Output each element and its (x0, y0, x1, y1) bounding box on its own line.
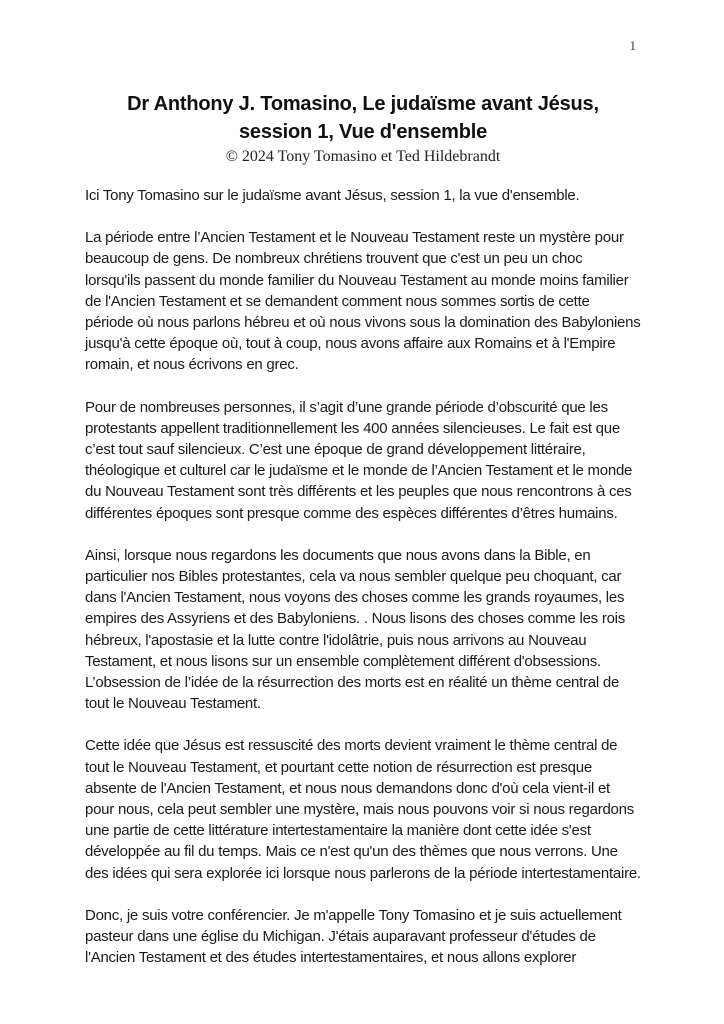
paragraph-bible-documents: Ainsi, lorsque nous regardons les documents que nous avons dans la Bible, en particulier nos Bibles protestantes, cela va nous sembler quelque peu choquant, car dans l'Ancien Testament, nous voyons des choses comme les grands royaumes, les empires des Assyriens et des Babyloniens. . Nous lisons des choses comme les rois hébreux, l'apostasie et la lutte contre l'idolâtrie, puis nous arrivons au Nouveau Testament, et nous lisons sur un ensemble complètement différent d'obsessions. L’obsession de l’idée de la résurrection des morts est en réalité un thème central de tout le Nouveau Testament. (85, 546, 626, 713)
page-number: 1 (629, 38, 636, 53)
paragraph-intro: Ici Tony Tomasino sur le judaïsme avant Jésus, session 1, la vue d'ensemble. (85, 187, 580, 204)
paragraph-period-mystery: La période entre l’Ancien Testament et le Nouveau Testament reste un mystère pour beaucoup de gens. De nombreux chrétiens trouvent que c'est un peu un choc lorsqu'ils passent du monde familier du Nouveau Testament au monde moins familier de l'Ancien Testament et se demandent comment nous sommes sortis de cette période où nous parlons hébreu et où nous vivons sous la domination des Babyloniens jusqu'à cette époque où, tout à coup, nous avons affaire aux Romains et à l'Empire romain, et nous écrivons en grec. (85, 229, 641, 374)
paragraph-resurrection-theme: Cette idée que Jésus est ressuscité des morts devient vraiment le thème central de tout le Nouveau Testament, et pourtant cette notion de résurrection est presque absente de l'Ancien Testament, et nous nous demandons donc d'où cela vient-il et pour nous, cela peut sembler une mystère, mais nous pouvons voir si nous regardons une partie de cette littérature intertestamentaire la manière dont cette idée s'est développée au fil du temps. Mais ce n'est qu'un des thèmes que nous verrons. Une des idées qui sera explorée ici lorsque nous parlerons de la période intertestamentaire. (85, 737, 641, 882)
paragraph-silent-years: Pour de nombreuses personnes, il s’agit d’une grande période d’obscurité que les protestants appellent traditionnellement les 400 années silencieuses. Le fait est que c’est tout sauf silencieux. C’est une époque de grand développement littéraire, théologique et culturel car le judaïsme et le monde de l’Ancien Testament et le monde du Nouveau Testament sont très différents et les peuples que nous rencontrons à ces différentes époques sont presque comme des espèces différentes d’êtres humains. (85, 398, 633, 522)
copyright-line: © 2024 Tony Tomasino et Ted Hildebrandt (225, 148, 501, 165)
page-content (85, 0, 641, 969)
title-line-1: Dr Anthony J. Tomasino, Le judaïsme avant Jésus, (127, 93, 599, 115)
paragraph-speaker-intro: Donc, je suis votre conférencier. Je m'appelle Tony Tomasino et je suis actuellement pasteur dans une église du Michigan. J'étais auparavant professeur d'études de l'Ancien Testament et des études intertestamentaires, et nous allons explorer (85, 906, 622, 967)
transcript-body (85, 185, 641, 969)
title-line-2: session 1, Vue d'ensemble (238, 121, 487, 143)
document-title (85, 90, 641, 146)
